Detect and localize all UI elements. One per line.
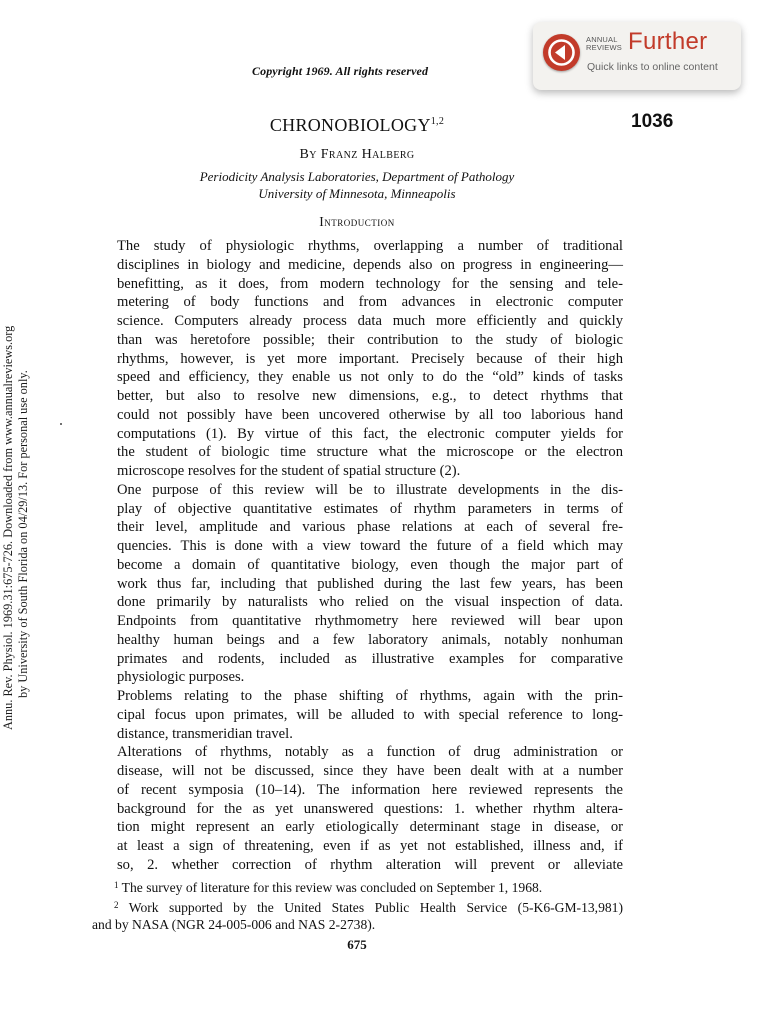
body-line: benefitting, as it does, from modern technology for the sensing and tele- — [117, 275, 623, 292]
body-line: than was heretofore possible; their contribution to the study of biologic — [117, 331, 623, 348]
body-line: microscope resolves for the student of spatial structure (2). — [117, 463, 461, 479]
download-notice-line-2: by University of South Florida on 04/29/13. For personal use only. — [16, 370, 30, 698]
download-notice — [1, 290, 31, 730]
brand-line-1: ANNUAL — [586, 35, 618, 44]
paragraph-3 — [92, 687, 623, 743]
page-number: 675 — [347, 937, 367, 952]
article-number: 1036 — [631, 111, 674, 132]
body-line: work thus far, including that published during the last few years, has been — [117, 575, 623, 592]
scan-speck — [60, 423, 62, 425]
body-line: their level, amplitude and various phase relations at each of several fre- — [117, 519, 623, 536]
body-line: done primarily by naturalists who relied on the visual inspection of data. — [117, 594, 623, 611]
body-line: physiologic purposes. — [117, 669, 245, 686]
footnote-2-text: Work supported by the United States Public Health Service (5-K6-GM-13,981) — [128, 899, 623, 915]
body-line: cipal focus upon primates, will be alluded to with special reference to long- — [117, 706, 623, 723]
body-line: of recent symposia (10–14). The information here reviewed represents the — [117, 781, 623, 798]
body-line: science. Computers already process data much more efficiently and quickly — [117, 313, 623, 329]
article-title — [92, 115, 622, 136]
body-line: tion might represent an early etiologically determinant stage in disease, or — [117, 819, 623, 836]
body-line: metering of body functions and from advances in electronic computer — [117, 294, 623, 311]
body-line: so, 2. whether correction of rhythm alteration will prevent or alleviate — [117, 856, 623, 873]
paragraph-2 — [92, 481, 623, 687]
body-line: speed and efficiency, they enable us not only to do the “old” kinds of tasks — [117, 369, 623, 386]
footnote-2 — [92, 897, 623, 917]
footnote-1 — [92, 877, 623, 897]
body-line: quencies. This is done with a view toward the future of a field which may — [117, 538, 623, 554]
body-line: healthy human beings and a few laboratory animals, notably nonhuman — [117, 631, 623, 648]
article-title-text: CHRONOBIOLOGY — [269, 115, 431, 135]
title-footnote-marks: 1,2 — [430, 116, 445, 127]
footnote-1-mark: 1 — [114, 880, 119, 890]
body-line: better, but also to resolve new dimensions, e.g., to detect rhythms that — [117, 388, 623, 404]
body-line: play of objective quantitative estimates of rhythm parameters in terms of — [117, 500, 623, 517]
article-body — [92, 237, 623, 875]
further-tagline: Quick links to online content — [587, 61, 718, 73]
body-line: the student of biologic time structure what the microscope or the electron — [117, 444, 623, 461]
body-line: distance, transmeridian travel. — [117, 725, 293, 742]
annual-reviews-further-link[interactable] — [533, 22, 741, 90]
body-line: disease, will not be discussed, since they have been dealt with at a number — [117, 763, 623, 779]
body-line: disciplines in biology and medicine, depends also on progress in engineering— — [117, 256, 623, 273]
body-line: One purpose of this review will be to illustrate developments in the dis- — [117, 481, 623, 498]
affiliation-line-1: Periodicity Analysis Laboratories, Department of Pathology — [199, 169, 515, 184]
brand-line-2: REVIEWS — [586, 43, 622, 52]
paragraph-1 — [92, 237, 623, 481]
paragraph-4 — [92, 743, 623, 874]
back-arrow-icon — [543, 34, 580, 71]
annual-reviews-logo-text — [586, 36, 622, 52]
body-line: rhythms, however, is yet more important. Precisely because of their high — [117, 350, 623, 367]
copyright-notice: Copyright 1969. All rights reserved — [252, 64, 429, 78]
body-line: become a domain of quantitative biology, even though the major part of — [117, 556, 623, 573]
body-line: Problems relating to the phase shifting of rhythms, again with the prin- — [117, 688, 623, 704]
body-line: Endpoints from quantitative rhythmometry here reviewed will bear upon — [117, 613, 623, 629]
download-notice-line-1: Annu. Rev. Physiol. 1969.31:675-726. Downloaded from www.annualreviews.org — [1, 325, 15, 730]
section-heading: Introduction — [319, 214, 395, 229]
body-line: background for the as yet unanswered questions: 1. whether rhythm altera- — [117, 800, 623, 817]
further-label: Further — [628, 28, 708, 55]
affiliation-line-2: University of Minnesota, Minneapolis — [258, 186, 456, 201]
body-line: The study of physiologic rhythms, overlapping a number of traditional — [117, 238, 623, 254]
footnotes — [92, 877, 623, 934]
footnote-2-continuation: and by NASA (NGR 24-005-006 and NAS 2-2738). — [92, 917, 376, 932]
body-line: at least a sign of threatening, even if as yet not established, illness and, if — [117, 838, 623, 854]
footnote-2-mark: 2 — [114, 899, 119, 910]
footnote-1-text: The survey of literature for this review was concluded on September 1, 1968. — [121, 880, 543, 895]
author-byline: By Franz Halberg — [299, 147, 415, 162]
body-line: could not possibly have been uncovered otherwise by all too laborious hand — [117, 406, 623, 423]
body-line: Alterations of rhythms, notably as a function of drug administration or — [117, 744, 623, 761]
body-line: computations (1). By virtue of this fact, the electronic computer yields for — [117, 425, 623, 442]
body-line: primates and rodents, included as illustrative examples for comparative — [117, 650, 623, 667]
